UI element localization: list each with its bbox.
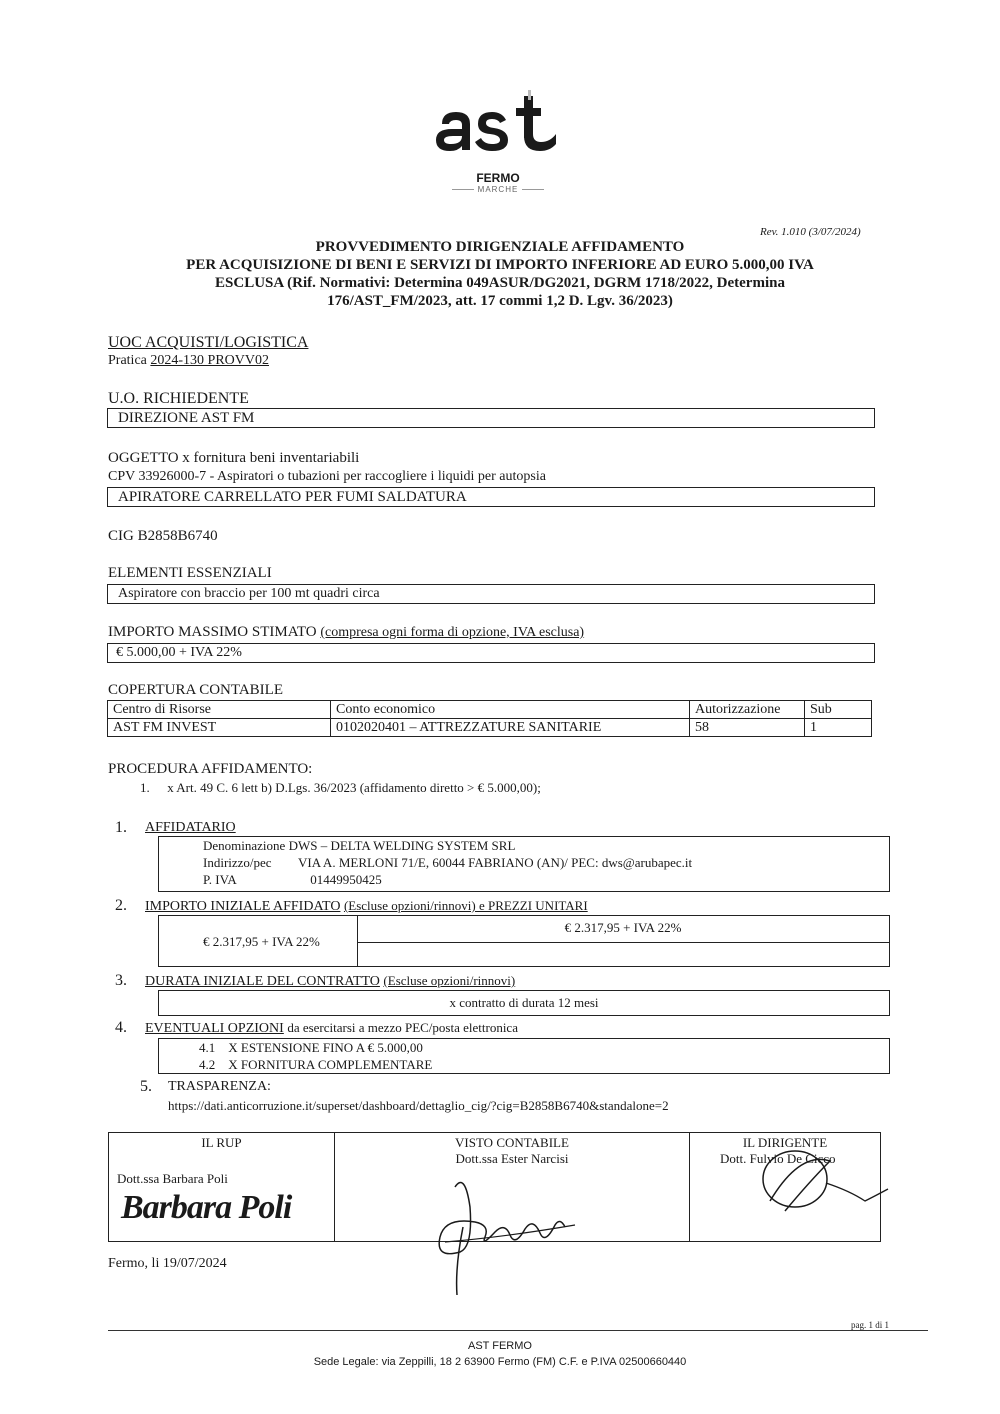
- dirigente-name: Dott. Fulvio De Cicco: [720, 1151, 836, 1166]
- trasparenza-num: 5.: [140, 1078, 152, 1095]
- copertura-header-cell: Autorizzazione: [690, 701, 805, 719]
- dirigente-title: IL DIRIGENTE: [742, 1135, 828, 1150]
- durata-num: 3.: [115, 972, 127, 989]
- affidatario-denominazione-label: Denominazione: [203, 838, 286, 853]
- importo-massimo-line: [108, 624, 584, 641]
- importo-iniziale-box: [158, 915, 890, 967]
- importo-massimo-label: IMPORTO MASSIMO STIMATO: [108, 624, 317, 640]
- importo-iniziale-line: [145, 898, 588, 915]
- importo-iniziale-hline: [357, 942, 889, 943]
- footer-rule: [108, 1330, 928, 1331]
- oggetto-box: [107, 487, 875, 507]
- durata-box: [158, 990, 890, 1016]
- logo-region: [428, 185, 568, 194]
- affidatario-piva-row: [203, 871, 889, 888]
- footer-org: AST FERMO: [468, 1340, 532, 1352]
- copertura-label: COPERTURA CONTABILE: [108, 682, 283, 698]
- affidatario-indirizzo-label: Indirizzo/pec: [203, 855, 272, 870]
- copertura-header-cell: Sub: [805, 701, 872, 719]
- contabile-signature: [415, 1167, 585, 1297]
- importo-massimo-value: € 5.000,00 + IVA 22%: [116, 645, 242, 660]
- firma-contabile-cell: [335, 1133, 690, 1242]
- opzioni-note: da esercitarsi a mezzo PEC/posta elettronica: [287, 1020, 518, 1035]
- affidatario-denominazione-row: [203, 837, 889, 854]
- importo-iniziale-right: € 2.317,95 + IVA 22%: [564, 920, 682, 935]
- copertura-data-row: [108, 719, 872, 737]
- pratica-line: [108, 353, 269, 369]
- rup-title: IL RUP: [201, 1135, 242, 1150]
- opzioni-line: [145, 1020, 518, 1037]
- opzioni-item: [199, 1056, 889, 1073]
- pratica-label: Pratica: [108, 353, 147, 368]
- durata-line: [145, 973, 515, 990]
- rup-name: Dott.ssa Barbara Poli: [117, 1171, 228, 1186]
- title-line-2: PER ACQUISIZIONE DI BENI E SERVIZI DI IMPORTO INFERIORE AD EURO 5.000,00 IVA: [186, 257, 814, 273]
- oggetto-value: APIRATORE CARRELLATO PER FUMI SALDATURA: [118, 489, 467, 505]
- affidatario-box: [158, 836, 890, 892]
- title-line-4: 176/AST_FM/2023, att. 17 commi 1,2 D. Lgv. 36/2023): [327, 293, 673, 309]
- opzioni-item-text: X ESTENSIONE FINO A € 5.000,00: [228, 1040, 423, 1055]
- elementi-box: [107, 584, 875, 604]
- richiedente-value: DIREZIONE AST FM: [118, 410, 255, 426]
- logo-city: FERMO: [476, 171, 520, 185]
- procedura-label: PROCEDURA AFFIDAMENTO:: [108, 761, 313, 777]
- opzioni-label: EVENTUALI OPZIONI: [145, 1021, 284, 1036]
- durata-label: DURATA INIZIALE DEL CONTRATTO: [145, 974, 380, 989]
- oggetto-cpv: CPV 33926000-7 - Aspiratori o tubazioni per raccogliere i liquidi per autopsia: [108, 469, 546, 484]
- copertura-table: [107, 700, 872, 737]
- procedura-item-num: 1.: [140, 780, 150, 795]
- elementi-value: Aspiratore con braccio per 100 mt quadri circa: [118, 586, 380, 601]
- importo-massimo-box: [107, 643, 875, 663]
- copertura-header-cell: Centro di Risorse: [108, 701, 331, 719]
- importo-iniziale-left: € 2.317,95 + IVA 22%: [203, 934, 320, 949]
- affidatario-num: 1.: [115, 819, 127, 836]
- logo-region-text: MARCHE: [477, 185, 519, 194]
- copertura-cell: 1: [805, 719, 872, 737]
- copertura-cell: 0102020401 – ATTREZZATURE SANITARIE: [331, 719, 690, 737]
- footer-page: pag. 1 di 1: [848, 1320, 892, 1330]
- procedura-item: [140, 780, 541, 796]
- richiedente-label: U.O. RICHIEDENTE: [108, 390, 249, 407]
- opzioni-item-text: X FORNITURA COMPLEMENTARE: [228, 1057, 433, 1072]
- affidatario-indirizzo-row: [203, 854, 889, 871]
- luogo-data: Fermo, li 19/07/2024: [108, 1256, 227, 1271]
- cig: CIG B2858B6740: [108, 528, 218, 544]
- oggetto-label: OGGETTO x fornitura beni inventariabili: [108, 450, 360, 466]
- opzioni-num: 4.: [115, 1019, 127, 1036]
- copertura-cell: AST FM INVEST: [108, 719, 331, 737]
- pratica-value: 2024-130 PROVV02: [150, 353, 269, 368]
- firma-rup-cell: [109, 1133, 335, 1242]
- importo-iniziale-note: (Escluse opzioni/rinnovi) e PREZZI UNITARI: [343, 898, 588, 913]
- trasparenza-url[interactable]: https://dati.anticorruzione.it/superset/dashboard/dettaglio_cig/?cig=B2858B6740&standalone=2: [168, 1098, 669, 1113]
- dirigente-signature: [740, 1141, 890, 1221]
- footer-address: Sede Legale: via Zeppilli, 18 2 63900 Fermo (FM) C.F. e P.IVA 02500660440: [313, 1356, 687, 1368]
- importo-iniziale-label: IMPORTO INIZIALE AFFIDATO: [145, 899, 341, 914]
- opzioni-box: [158, 1038, 890, 1074]
- contabile-name: Dott.ssa Ester Narcisi: [455, 1151, 569, 1166]
- firma-dirigente-cell: [690, 1133, 881, 1242]
- affidatario-piva-label: P. IVA: [203, 872, 237, 887]
- reference: Rev. 1.010 (3/07/2024): [760, 226, 861, 238]
- importo-iniziale-num: 2.: [115, 897, 127, 914]
- title-line-3: ESCLUSA (Rif. Normativi: Determina 049ASUR/DG2021, DGRM 1718/2022, Determina: [215, 275, 785, 291]
- affidatario-indirizzo-value: VIA A. MERLONI 71/E, 60044 FABRIANO (AN)/ PEC: dws@arubapec.it: [298, 855, 693, 870]
- logo: [428, 88, 568, 198]
- elementi-label: ELEMENTI ESSENZIALI: [108, 565, 272, 581]
- durata-note: (Escluse opzioni/rinnovi): [383, 973, 516, 988]
- affidatario-label: AFFIDATARIO: [145, 820, 236, 835]
- ast-logo-graphic: [428, 88, 568, 168]
- contabile-title: VISTO CONTABILE: [455, 1135, 569, 1150]
- uoc-label: UOC ACQUISTI/LOGISTICA: [108, 334, 309, 351]
- rup-signature: Barbara Poli: [121, 1189, 292, 1226]
- title-line-1: PROVVEDIMENTO DIRIGENZIALE AFFIDAMENTO: [315, 239, 685, 255]
- affidatario-piva-value: 01449950425: [310, 872, 382, 887]
- trasparenza-label: TRASPARENZA:: [168, 1079, 271, 1094]
- copertura-cell: 58: [690, 719, 805, 737]
- importo-massimo-note: (compresa ogni forma di opzione, IVA esclusa): [320, 625, 585, 640]
- durata-value: x contratto di durata 12 mesi: [449, 995, 599, 1010]
- opzioni-item-num: 4.1: [199, 1040, 216, 1055]
- title-block: [100, 238, 900, 310]
- affidatario-denominazione-value: DWS – DELTA WELDING SYSTEM SRL: [288, 838, 516, 853]
- copertura-header-cell: Conto economico: [331, 701, 690, 719]
- procedura-item-text: x Art. 49 C. 6 lett b) D.Lgs. 36/2023 (affidamento diretto > € 5.000,00);: [167, 780, 541, 795]
- richiedente-box: [107, 408, 875, 428]
- opzioni-item-num: 4.2: [199, 1057, 216, 1072]
- opzioni-item: [199, 1039, 889, 1056]
- copertura-header-row: [108, 701, 872, 719]
- firme-table: [108, 1132, 881, 1242]
